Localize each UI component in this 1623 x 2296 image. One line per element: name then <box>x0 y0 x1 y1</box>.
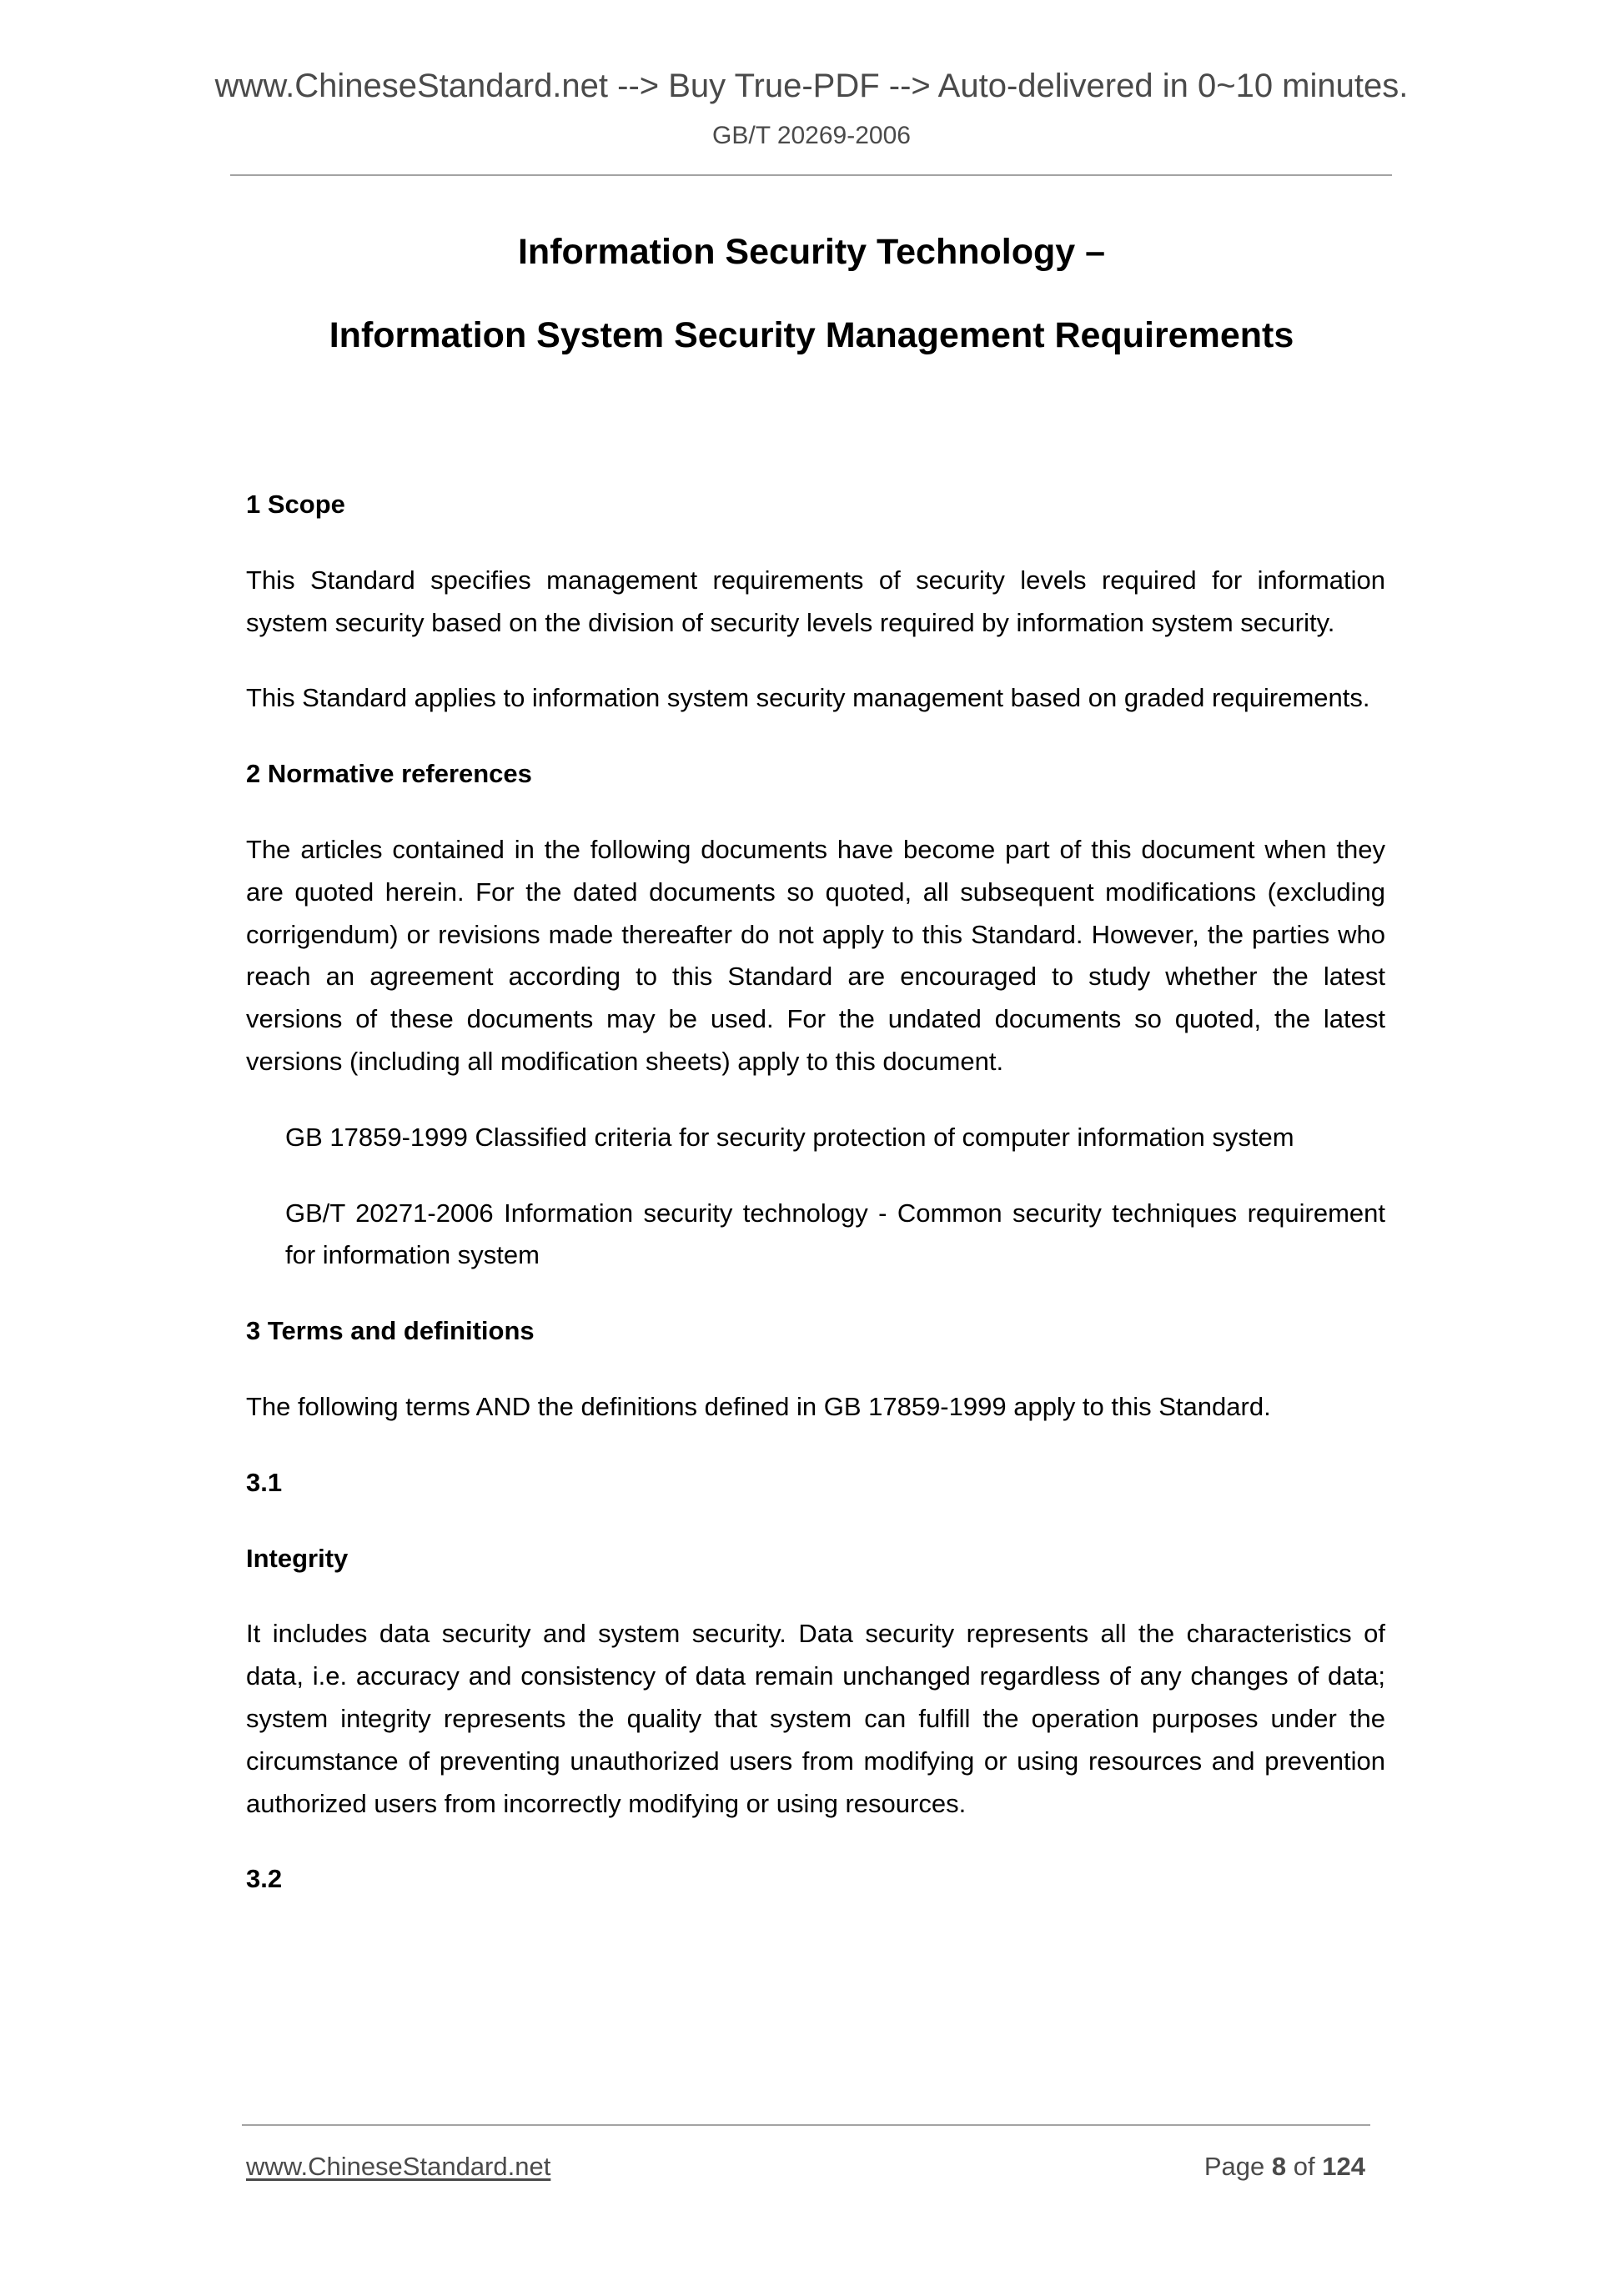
title-line-2: Information System Security Management Requirements <box>329 315 1294 355</box>
paragraph: The articles contained in the following documents have become part of this document when they are quoted herein. For the dated documents so quoted, all subsequent modifications (excluding corrigendum) or revisions made thereafter do not apply to this Standard. However, the parties who reach an agreement according to this Standard are encouraged to study whether the latest versions of these documents may be used. For the undated documents so quoted, the latest versions (including all modification sheets) apply to this document. <box>246 834 1385 1076</box>
footer-divider <box>242 2124 1370 2126</box>
footer-website-link[interactable]: www.ChineseStandard.net <box>246 2152 551 2181</box>
section-heading: 2 Normative references <box>246 759 532 789</box>
paragraph: This Standard applies to information system security management based on graded requirements. <box>246 683 1370 713</box>
header-divider <box>230 174 1392 176</box>
section-heading: 3 Terms and definitions <box>246 1316 535 1346</box>
page-current: 8 <box>1271 2152 1287 2181</box>
page-footer <box>246 2150 1365 2183</box>
page-of: of <box>1293 2152 1315 2181</box>
reference-item: GB/T 20271-2006 Information security technology - Common security techniques requirement for information system <box>285 1198 1385 1270</box>
header-document-id: GB/T 20269-2006 <box>712 122 911 149</box>
reference-item: GB 17859-1999 Classified criteria for security protection of computer information system <box>285 1122 1294 1152</box>
title-line-1: Information Security Technology – <box>517 232 1106 272</box>
section-scope <box>246 484 1385 720</box>
page-indicator <box>1204 2150 1365 2183</box>
section-heading: 1 Scope <box>246 490 345 519</box>
document-body <box>246 484 1385 1934</box>
term-definition: It includes data security and system security. Data security represents all the characteristics of data, i.e. accuracy and consistency of data remain unchanged regardless of any changes of data; system integrity represents the quality that system can fulfill the operation purposes under the circumstance of preventing unauthorized users from modifying or using resources and prevention authorized users from incorrectly modifying or using resources. <box>246 1619 1385 1818</box>
page-prefix: Page <box>1203 2152 1265 2181</box>
section-normative-references <box>246 753 1385 1277</box>
paragraph: The following terms AND the definitions defined in GB 17859-1999 apply to this Standard. <box>246 1391 1271 1421</box>
section-terms-and-definitions <box>246 1310 1385 1901</box>
paragraph: This Standard specifies management requirements of security levels required for information system security based on the division of security levels required by information system security. <box>246 565 1385 637</box>
page-total: 124 <box>1322 2152 1365 2181</box>
term-number: 3.2 <box>246 1864 283 1894</box>
header-promo-text: www.ChineseStandard.net --> Buy True-PDF --> Auto-delivered in 0~10 minutes. <box>214 68 1409 104</box>
term-name: Integrity <box>246 1543 349 1573</box>
term-number: 3.1 <box>246 1467 283 1497</box>
